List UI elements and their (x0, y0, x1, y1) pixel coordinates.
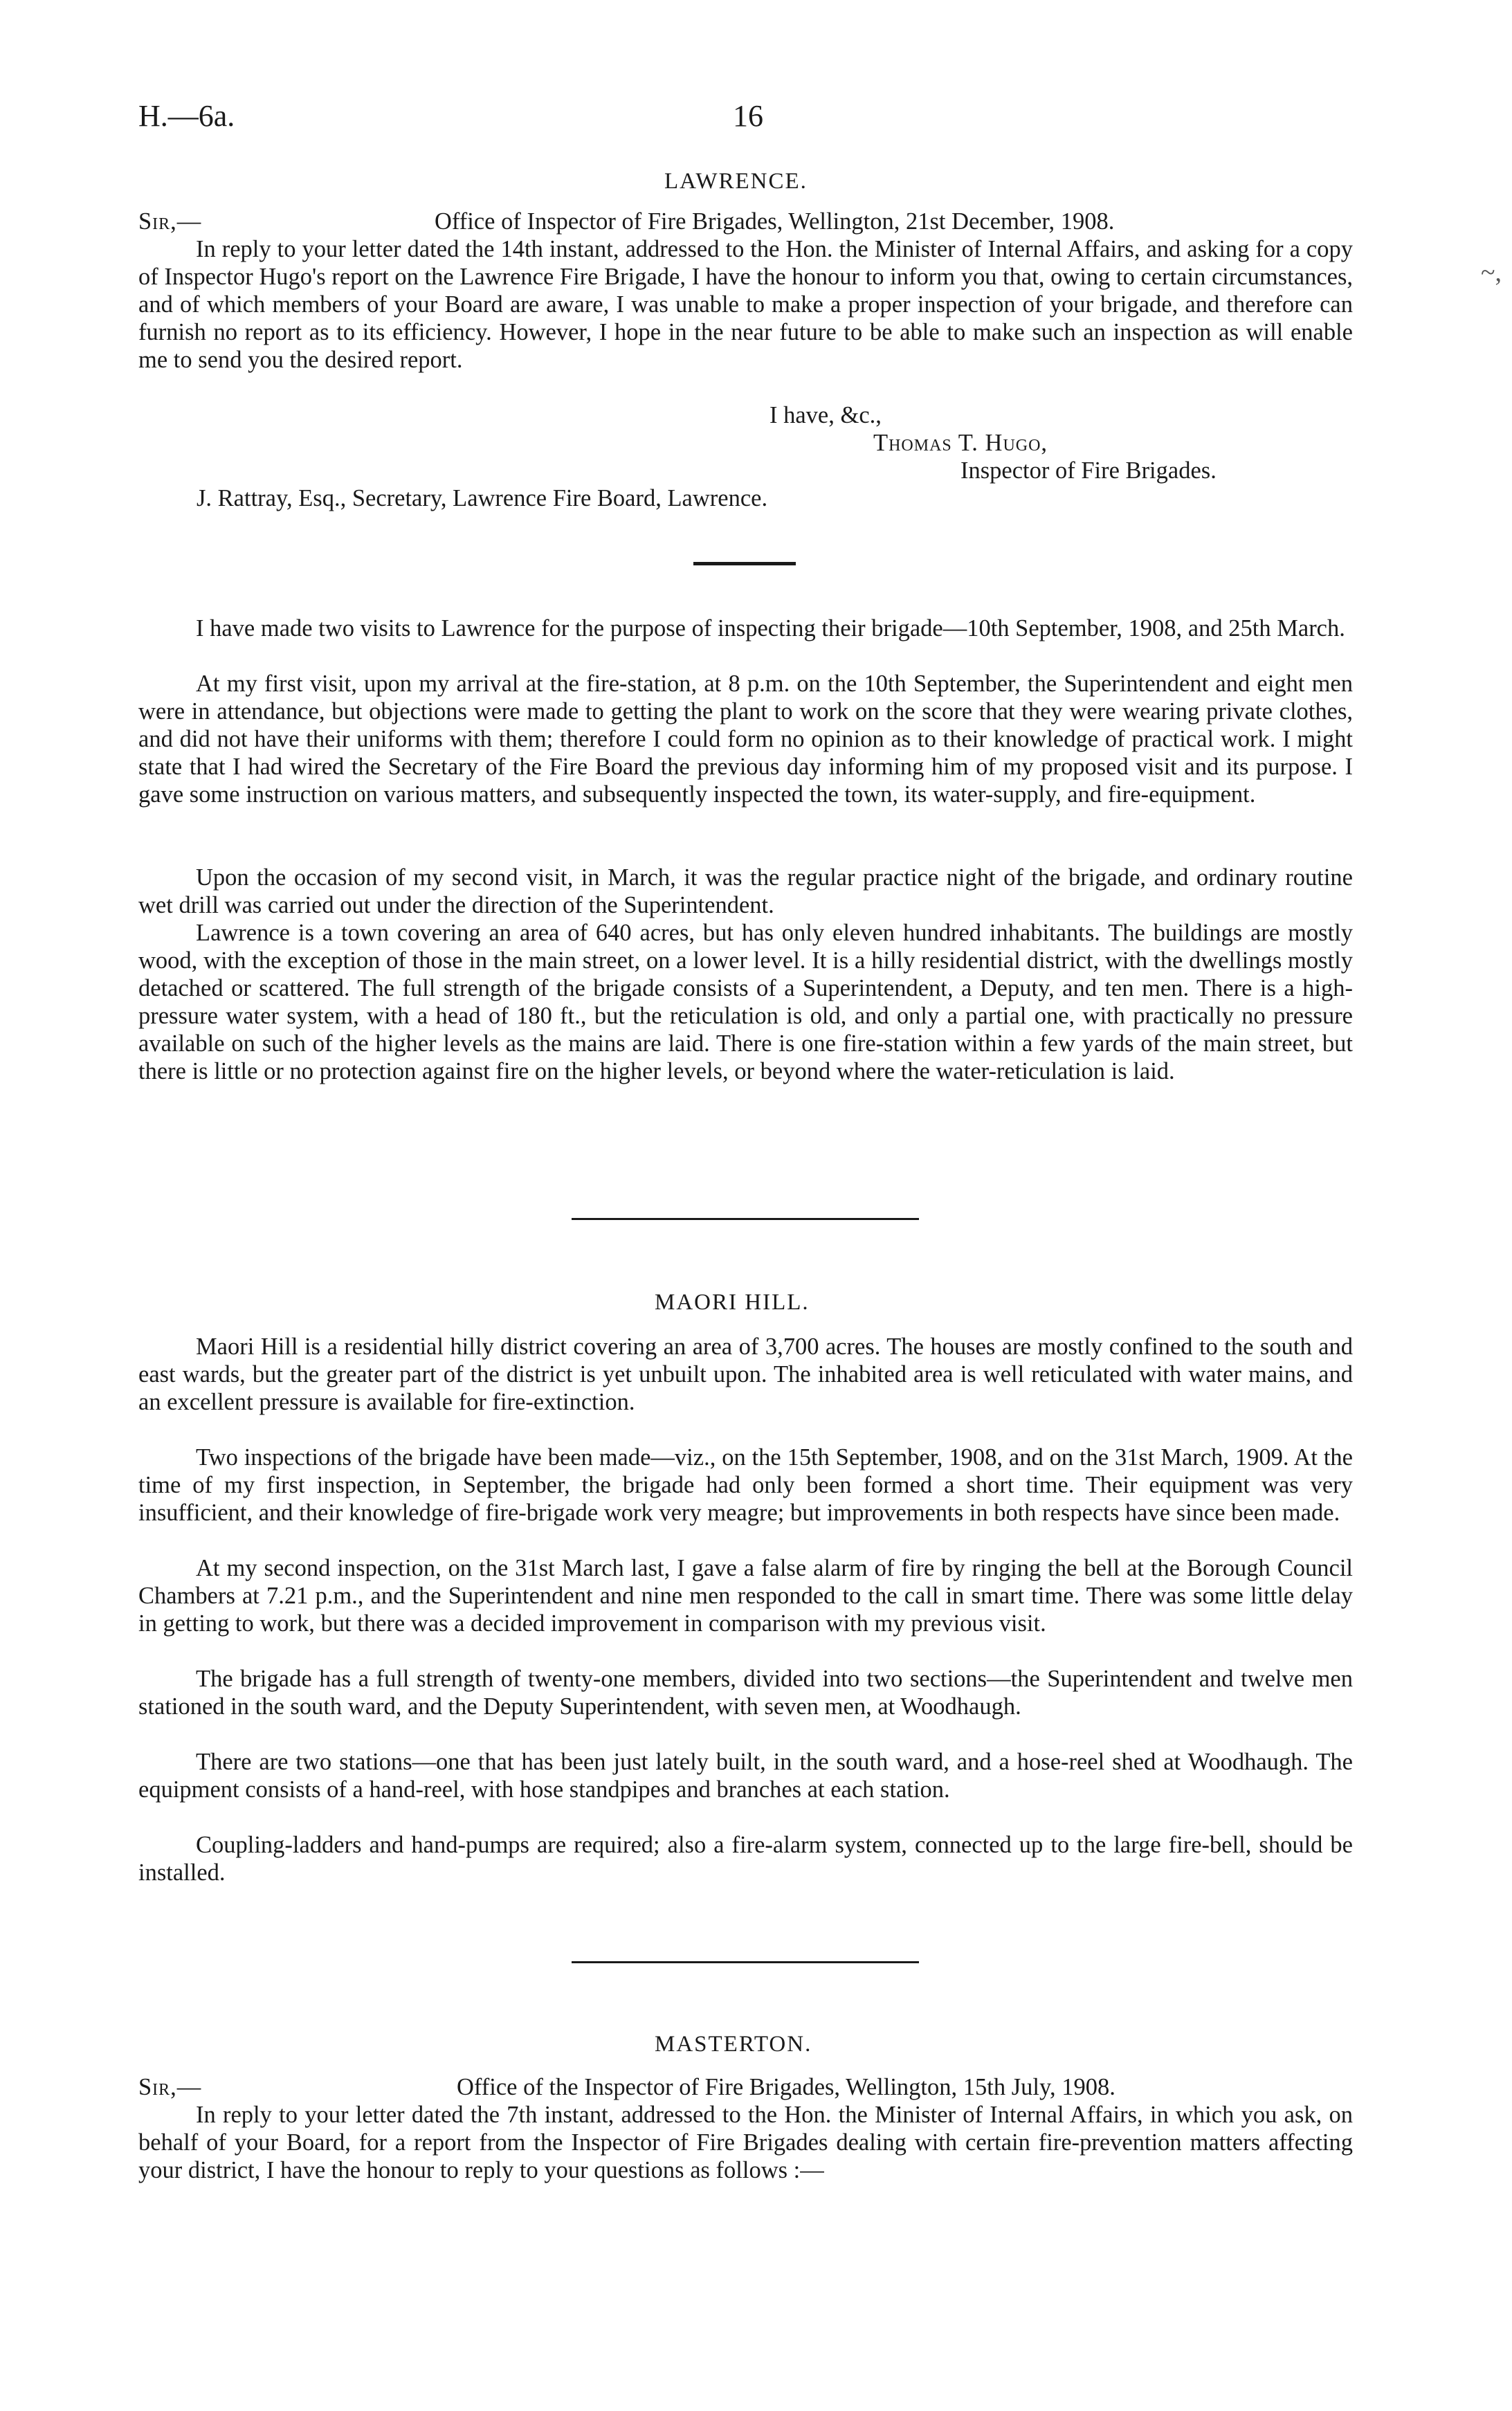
document-code: H.—6a. (138, 99, 235, 133)
letter-signature: Thomas T. Hugo, (873, 430, 1048, 456)
letter-body: In reply to your letter dated the 7th instant, addressed to the Hon. the Minister of Internal Affairs, in which you ask, on behalf of your Board, for a report from the Inspector of Fire Brigades dealing with certain fire-prevention matters affecting your district, I have the honour to reply to your questions as follows :— (138, 2102, 1353, 2183)
page-number: 16 (733, 99, 763, 133)
section-title-lawrence: LAWRENCE. (664, 169, 808, 194)
report-paragraph: Two inspections of the brigade have been made—viz., on the 15th September, 1908, and on the 31st March, 1909. At the time of my first inspection, in September, the brigade had only been formed a short time. Their equipment was very insufficient, and their knowledge of fire-brigade work very meagre; but improvements in both respects have since been made. (138, 1444, 1353, 1526)
report-paragraph: Lawrence is a town covering an area of 640 acres, but has only eleven hundred inhabitants. The buildings are mostly wood, with the exception of those in the main street, on a lower level. It is a hilly residential district, with the dwellings mostly detached or scattered. The full strength of the brigade consists of a Superintendent, a Deputy, and ten men. There is a high-pressure water system, with a head of 180 ft., but the reticulation is old, and only a partial one, with practically no pressure available on such of the higher levels as the mains are laid. There is one fire-station within a few yards of the main street, but there is little or no protection against fire on the higher levels, or beyond where the water-reticulation is laid. (138, 920, 1353, 1084)
report-paragraph: There are two stations—one that has been just lately built, in the south ward, and a hose-reel shed at Woodhaugh. The equipment consists of a hand-reel, with hose standpipes and branches at each station. (138, 1749, 1353, 1803)
letter-addressee: J. Rattray, Esq., Secretary, Lawrence Fire Board, Lawrence. (197, 485, 768, 511)
report-paragraph: Upon the occasion of my second visit, in March, it was the regular practice night of the brigade, and ordinary routine wet drill was carried out under the direction of the Superintendent. (138, 864, 1353, 918)
letter-signature-title: Inspector of Fire Brigades. (960, 457, 1217, 484)
letter-dateline: Office of the Inspector of Fire Brigades, Wellington, 15th July, 1908. (457, 2074, 1115, 2100)
section-divider (572, 1218, 919, 1220)
report-paragraph: I have made two visits to Lawrence for the purpose of inspecting their brigade—10th September, 1908, and 25th March. (196, 615, 1345, 642)
section-divider (572, 1961, 919, 1963)
letter-salutation: Sir,— (138, 208, 202, 235)
short-divider (693, 562, 796, 565)
letter-closing: I have, &c., (769, 402, 882, 428)
report-paragraph: The brigade has a full strength of twenty-one members, divided into two sections—the Superintendent and twelve men stationed in the south ward, and the Deputy Superintendent, with seven men, at Woodhaugh. (138, 1666, 1353, 1720)
report-paragraph: Maori Hill is a residential hilly district covering an area of 3,700 acres. The houses are mostly confined to the south and east wards, but the greater part of the district is yet unbuilt upon. The inhabited area is well reticulated with water mains, and an excellent pressure is available for fire-extinction. (138, 1334, 1353, 1415)
report-paragraph: At my first visit, upon my arrival at the fire-station, at 8 p.m. on the 10th September, the Superintendent and eight men were in attendance, but objections were made to getting the plant to work on the score that they were wearing private clothes, and did not have their uniforms with them; therefore I could form no opinion as to their knowledge of practical work. I might state that I had wired the Secretary of the Fire Board the previous day informing him of my proposed visit and its purpose. I gave some instruction on various matters, and subsequently inspected the town, its water-supply, and fire-equipment. (138, 671, 1353, 808)
letter-salutation: Sir,— (138, 2074, 202, 2100)
report-paragraph: At my second inspection, on the 31st March last, I gave a false alarm of fire by ringing the bell at the Borough Council Chambers at 7.21 p.m., and the Superintendent and nine men responded to the call in smart time. There was some little delay in getting to work, but there was a decided improvement in comparison with my previous visit. (138, 1555, 1353, 1637)
letter-body: In reply to your letter dated the 14th instant, addressed to the Hon. the Minister of Internal Affairs, and asking for a copy of Inspector Hugo's report on the Lawrence Fire Brigade, I have the honour to inform you that, owing to certain circumstances, and of which members of your Board are aware, I was unable to make a proper inspection of your brigade, and therefore can furnish no report as to its efficiency. However, I hope in the near future to be able to make such an inspection as will enable me to send you the desired report. (138, 236, 1353, 373)
report-paragraph: Coupling-ladders and hand-pumps are required; also a fire-alarm system, connected up to the large fire-bell, should be installed. (138, 1832, 1353, 1886)
letter-dateline: Office of Inspector of Fire Brigades, Wellington, 21st December, 1908. (435, 208, 1115, 235)
section-title-maori-hill: MAORI HILL. (655, 1290, 810, 1315)
section-title-masterton: MASTERTON. (655, 2032, 812, 2057)
margin-mark: ~, (1481, 258, 1502, 287)
